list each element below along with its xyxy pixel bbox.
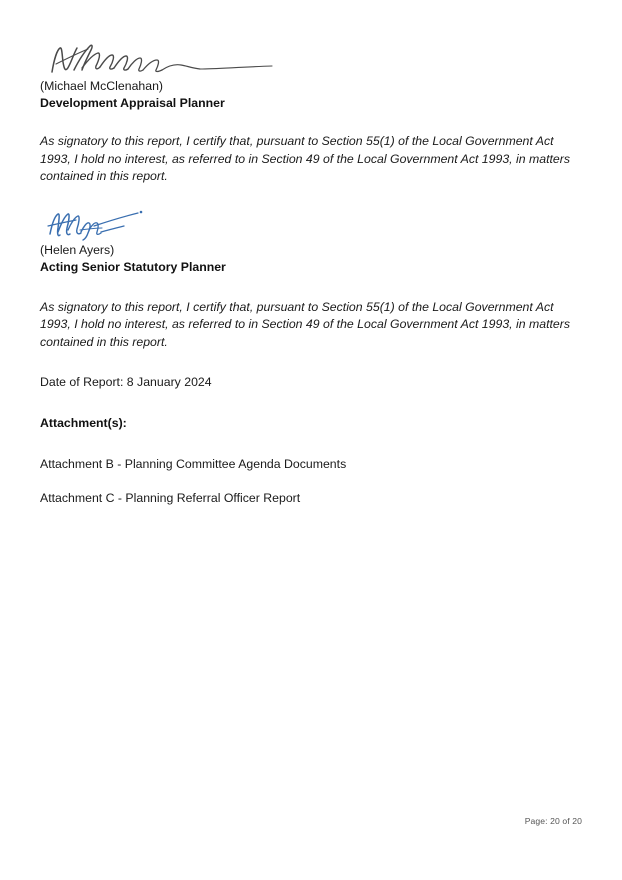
handwritten-signature-icon xyxy=(44,208,154,242)
signatory-title: Acting Senior Statutory Planner xyxy=(40,259,226,274)
document-body xyxy=(40,0,582,507)
signatory-name: (Helen Ayers) xyxy=(40,242,115,257)
date-of-report: Date of Report: 8 January 2024 xyxy=(40,374,212,389)
signature-block-1 xyxy=(40,0,582,112)
attachment-item: Attachment C - Planning Referral Officer Report xyxy=(40,490,301,505)
attachments-heading: Attachment(s): xyxy=(40,415,127,430)
page-number-footer: Page: 20 of 20 xyxy=(524,816,582,826)
handwritten-signature-icon xyxy=(44,42,284,78)
certification-paragraph-2: As signatory to this report, I certify that, pursuant to Section 55(1) of the Local Government Act 1993, I hold no interest, as referred to in Section 49 of the Local Government Act 1993, in matters contained in this report. xyxy=(40,299,570,349)
attachment-item: Attachment B - Planning Committee Agenda Documents xyxy=(40,456,347,471)
signature-block-2 xyxy=(40,186,582,276)
certification-paragraph-1: As signatory to this report, I certify that, pursuant to Section 55(1) of the Local Government Act 1993, I hold no interest, as referred to in Section 49 of the Local Government Act 1993, in matters contained in this report. xyxy=(40,134,570,184)
signatory-name: (Michael McClenahan) xyxy=(40,79,164,93)
signatory-title: Development Appraisal Planner xyxy=(40,96,225,110)
